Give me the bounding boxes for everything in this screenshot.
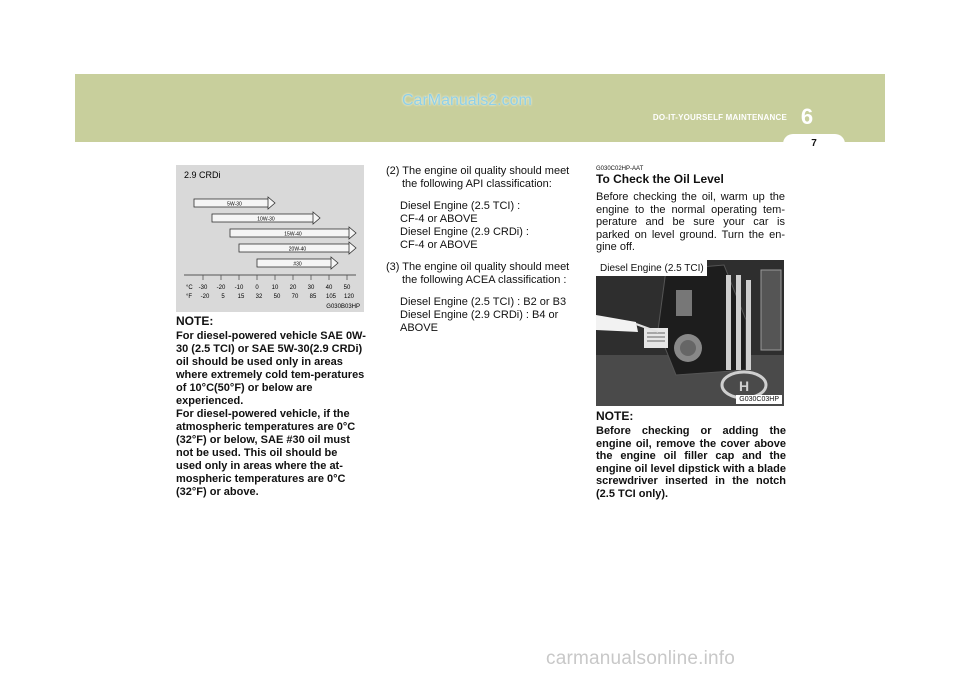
acea-line-1: Diesel Engine (2.5 TCI) : B2 or B3 — [400, 296, 567, 308]
grade-label: 20W-40 — [288, 246, 307, 253]
grade-bar-5w30 — [194, 197, 275, 209]
grade-label: 5W-30 — [227, 201, 242, 208]
grade-label: #30 — [293, 261, 302, 268]
note2-title: NOTE: — [596, 409, 634, 423]
celsius-tick-label: 40 — [325, 285, 333, 291]
celsius-tick-label: 10 — [271, 285, 279, 291]
note-title: NOTE: — [176, 314, 214, 328]
fahrenheit-tick-label: 15 — [237, 294, 245, 300]
section-code: G030C02HP-AAT — [596, 166, 644, 172]
grade-label: 10W-30 — [257, 216, 275, 223]
section-title: DO-IT-YOURSELF MAINTENANCE — [652, 113, 787, 122]
photo-code: G030C03HP — [736, 395, 782, 404]
grade-bar-15w40 — [230, 227, 356, 239]
grade-bar-20w40 — [239, 242, 356, 254]
chapter-number: 6 — [800, 104, 814, 129]
fahrenheit-unit: °F — [186, 294, 193, 300]
grade-bar-10w30 — [212, 212, 320, 224]
fahrenheit-tick-label: -20 — [200, 294, 210, 300]
api-line-1: Diesel Engine (2.5 TCI) : — [400, 200, 521, 212]
section-heading: To Check the Oil Level — [596, 172, 724, 186]
chart-title: 2.9 CRDi — [184, 170, 221, 180]
note-paragraph-2: For diesel-powered vehicle, if the atmospheric temperatures are 0°C (32°F) or below, SAE #30 oil must not be used. This oil should be used only in areas where the at-mospheric temperatures are 0°C (32°F) or above. — [176, 408, 356, 498]
acea-classification-item: (3) The engine oil quality should meet the following ACEA classification : — [386, 261, 570, 286]
api-line-3: Diesel Engine (2.9 CRDi) : — [400, 226, 529, 238]
celsius-tick-label: 30 — [307, 285, 315, 291]
note-body — [176, 330, 366, 499]
grade-bar-30 — [257, 257, 338, 269]
engine-illustration — [596, 260, 784, 406]
acea-line-2: Diesel Engine (2.9 CRDi) : B4 or ABOVE — [400, 309, 559, 334]
fahrenheit-tick-label: 85 — [309, 294, 317, 300]
photo-label: Diesel Engine (2.5 TCI) — [596, 260, 707, 276]
fahrenheit-tick-label: 105 — [325, 294, 337, 300]
celsius-tick-label: 50 — [343, 285, 351, 291]
celsius-unit: °C — [186, 285, 193, 291]
oil-quality-column — [386, 165, 576, 335]
fahrenheit-tick-label: 5 — [221, 294, 225, 300]
page-number: 7 — [783, 134, 845, 154]
celsius-tick-label: 20 — [289, 285, 297, 291]
api-classification-item: (2) The engine oil quality should meet the following API classification: — [386, 165, 570, 190]
celsius-tick-label: -30 — [198, 285, 208, 291]
svg-text:H: H — [739, 378, 750, 394]
fahrenheit-tick-label: 50 — [273, 294, 281, 300]
api-line-2: CF-4 or ABOVE — [400, 213, 478, 225]
site-watermark-top[interactable]: CarManuals2.com — [402, 92, 532, 109]
celsius-tick-label: -20 — [216, 285, 226, 291]
api-line-4: CF-4 or ABOVE — [400, 239, 478, 251]
note2-body: Before checking or adding the engine oil, remove the cover above the engine oil filler cap and the engine oil level dipstick with a blade screwdriver inserted in the notch (2.5 TCI only). — [596, 425, 786, 500]
fahrenheit-tick-label: 120 — [343, 294, 355, 300]
celsius-tick-label: -10 — [234, 285, 244, 291]
note-paragraph-1: For diesel-powered vehicle SAE 0W-30 (2.5 TCI) or SAE 5W-30(2.9 CRDi) oil should be used only in areas where extremely cold tem-peratures of 10°C(50°F) or below are experienced. — [176, 330, 366, 407]
viscosity-chart-svg — [176, 165, 364, 312]
engine-photo — [596, 260, 784, 406]
viscosity-chart — [176, 165, 364, 312]
fahrenheit-tick-label: 32 — [255, 294, 263, 300]
grade-label: 15W-40 — [284, 231, 302, 238]
fahrenheit-tick-label: 70 — [291, 294, 299, 300]
chart-code: G030B03HP — [326, 304, 360, 310]
site-watermark-bottom[interactable]: carmanualsonline.info — [546, 648, 736, 669]
section-body: Before checking the oil, warm up the engine to the normal operating tem-perature and be sure your car is parked on level ground. Turn the en-gine off. — [596, 191, 785, 254]
celsius-tick-label: 0 — [255, 285, 259, 291]
